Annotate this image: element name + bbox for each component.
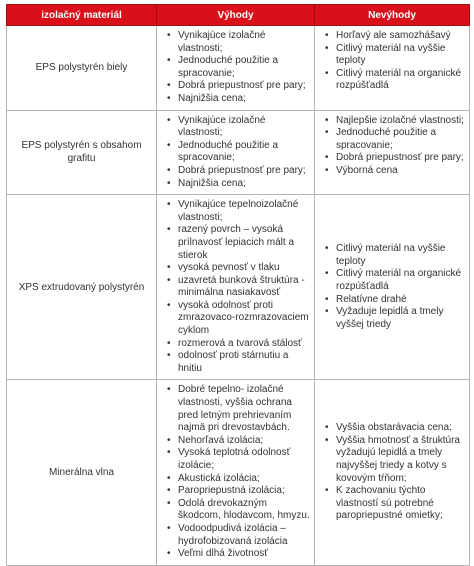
cons-list	[315, 418, 469, 527]
table-row	[7, 380, 470, 565]
list-item: • Citlivý materiál na vyššie teploty	[325, 43, 465, 68]
table-row	[7, 195, 470, 380]
header-cons: Nevýhody	[315, 5, 470, 26]
list-item: • K zachovaniu týchto vlastností sú potrebné paropriepustné omietky;	[325, 485, 465, 523]
list-item: • Paropriepustná izolácia;	[167, 485, 310, 498]
pros-cell	[157, 195, 315, 380]
material-cell: EPS polystyrén biely	[7, 26, 157, 111]
pros-list	[157, 111, 314, 195]
header-pros: Výhody	[157, 5, 315, 26]
list-item: • Odolá drevokazným škodcom, hlodavcom, hmyzu.	[167, 498, 310, 523]
list-item: • Akustická izolácia;	[167, 473, 310, 486]
cons-list	[315, 111, 469, 182]
list-item: • Vynikajúce izolačné vlastnosti;	[167, 30, 310, 55]
list-item: • odolnosť proti stárnutiu a hnitiu	[167, 350, 310, 375]
list-item: • Najnižšia cena;	[167, 178, 310, 191]
list-item: • Horľavý ale samozhášavý	[325, 30, 465, 43]
cons-list	[315, 239, 469, 335]
cons-cell	[315, 26, 470, 111]
list-item: • Dobré tepelno- izolačné vlastnosti, vyššia ochrana pred letným prehrievaním najmä pri drevostavbách.	[167, 384, 310, 434]
list-item: • Jednoduché použitie a spracovanie;	[167, 55, 310, 80]
list-item: • Citlivý materiál na organické rozpúšťadlá	[325, 268, 465, 293]
list-item: • Vyššia obstarávacia cena;	[325, 422, 465, 435]
material-cell: EPS polystyrén s obsahom grafitu	[7, 110, 157, 195]
list-item: • Vyžaduje lepidlá a tmely vyššej triedy	[325, 306, 465, 331]
list-item: • Vynikajúce izolačné vlastnosti;	[167, 115, 310, 140]
material-cell: XPS extrudovaný polystyrén	[7, 195, 157, 380]
list-item: • Jednoduché použitie a spracovanie;	[167, 140, 310, 165]
header-material: izolačný materiál	[7, 5, 157, 26]
pros-cell	[157, 380, 315, 565]
list-item: • Najlepšie izolačné vlastnosti;	[325, 115, 465, 128]
pros-list	[157, 380, 314, 564]
list-item: • Dobrá priepustnosť pre pary;	[167, 165, 310, 178]
list-item: • Vynikajúce tepelnoizolačné vlastnosti;	[167, 199, 310, 224]
table-header-row	[7, 5, 470, 26]
list-item: • vysoká pevnosť v tlaku	[167, 262, 310, 275]
list-item: • Dobrá priepustnosť pre pary;	[325, 152, 465, 165]
pros-list	[157, 26, 314, 110]
list-item: • Citlivý materiál na organické rozpúšťadlá	[325, 68, 465, 93]
material-cell: Minerálna vlna	[7, 380, 157, 565]
cons-list	[315, 26, 469, 97]
list-item: • Citlivý materiál na vyššie teploty	[325, 243, 465, 268]
list-item: • Dobrá priepustnosť pre pary;	[167, 80, 310, 93]
list-item: • uzavretá bunková štruktúra - minimálna nasiakavosť	[167, 275, 310, 300]
table-row	[7, 26, 470, 111]
list-item: • Jednoduché použitie a spracovanie;	[325, 127, 465, 152]
pros-cell	[157, 26, 315, 111]
cons-cell	[315, 195, 470, 380]
list-item: • Vyššia hmotnosť a štruktúra vyžadujú lepidlá a tmely najvyššej triedy a kotvy s kovovým tŕňom;	[325, 435, 465, 485]
pros-cell	[157, 110, 315, 195]
list-item: • Výborná cena	[325, 165, 465, 178]
list-item: • Nehorľavá izolácia;	[167, 435, 310, 448]
list-item: • Vysoká teplotná odolnosť izolácie;	[167, 447, 310, 472]
cons-cell	[315, 380, 470, 565]
pros-list	[157, 195, 314, 379]
cons-cell	[315, 110, 470, 195]
list-item: • rozmerová a tvarová stálosť	[167, 338, 310, 351]
list-item: • vysoká odolnosť proti zmrazovaco-rozmrazovaciem cyklom	[167, 300, 310, 338]
comparison-table	[6, 4, 470, 566]
list-item: • Vodoodpudivá izolácia – hydrofobizovaná izolácia	[167, 523, 310, 548]
list-item: • Veľmi dlhá životnosť	[167, 548, 310, 561]
list-item: • razený povrch – vysoká prílnavosť lepiacich mált a stierok	[167, 224, 310, 262]
table-row	[7, 110, 470, 195]
list-item: • Najnižšia cena;	[167, 93, 310, 106]
list-item: • Relatívne drahé	[325, 294, 465, 307]
